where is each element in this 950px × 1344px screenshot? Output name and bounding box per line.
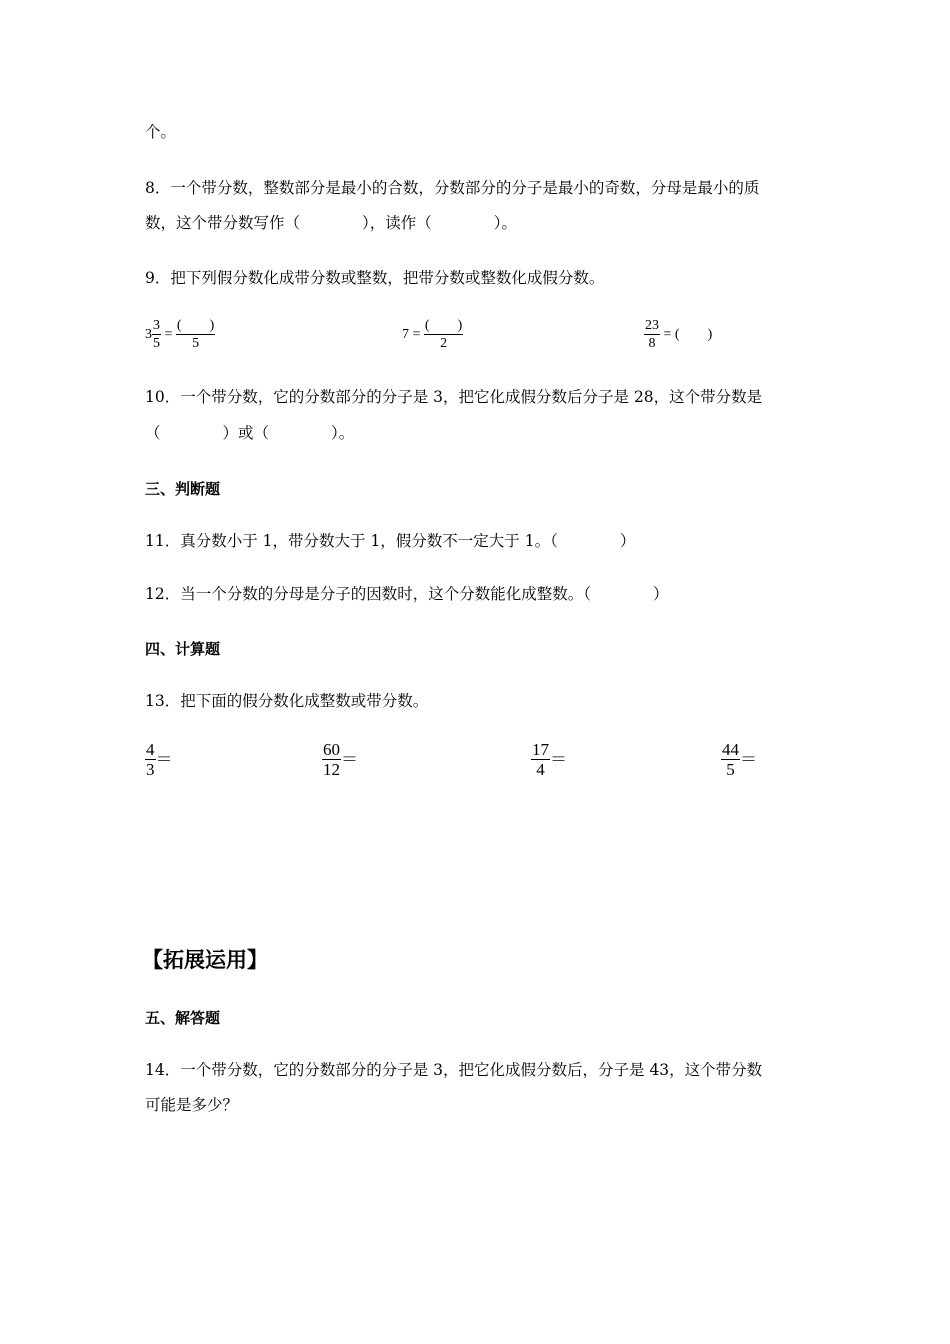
q13-fraction-3-denominator: 4: [536, 760, 545, 779]
q13-fraction-2: [322, 740, 358, 779]
q9-item-1-denominator: 5: [153, 336, 160, 351]
question-13-prompt: 13．把下面的假分数化成整数或带分数。: [145, 692, 429, 710]
question-14-line-2: 可能是多少？: [145, 1096, 239, 1114]
q9-item-1-whole: 3: [145, 327, 152, 342]
q9-item-1-result-denominator: 5: [192, 336, 200, 351]
q9-item-2-whole: 7: [402, 327, 409, 342]
q13-fraction-3-stack: [531, 740, 550, 779]
q13-fraction-4-stack: [721, 740, 740, 779]
q13-fraction-1-stack: [145, 740, 156, 779]
section-4-heading: 四、计算题: [145, 640, 221, 658]
q9-item-3-fraction: [644, 317, 660, 352]
q13-fraction-3-equals: ＝: [550, 750, 567, 769]
q13-fraction-1-equals: ＝: [155, 750, 173, 769]
q13-fraction-4-equals: ＝: [740, 750, 757, 769]
question-11: 11．真分数小于 1，带分数大于 1，假分数不一定大于 1。（ ）: [145, 532, 636, 550]
question-10-line-1: 10．一个带分数，它的分数部分的分子是 3，把它化成假分数后分子是 28，这个带分数是: [145, 388, 763, 406]
q9-item-3-answer-blank: ( ): [674, 327, 713, 342]
q9-item-2-result-numerator: ( ): [424, 318, 463, 333]
q13-fraction-2-numerator: 60: [323, 740, 340, 759]
q9-item-1-fraction: [152, 317, 161, 352]
q13-fraction-2-equals: ＝: [341, 750, 358, 769]
q9-item-1-result-fraction: [176, 317, 215, 352]
section-3-heading: 三、判断题: [145, 480, 221, 498]
q9-item-1-result-numerator: ( ): [176, 318, 215, 333]
question-12: 12．当一个分数的分母是分子的因数时，这个分数能化成整数。（ ）: [145, 585, 669, 603]
q9-item-2: [402, 317, 463, 352]
q9-item-3: [644, 317, 712, 352]
q13-fraction-2-denominator: 12: [323, 760, 340, 779]
q13-fraction-2-stack: [322, 740, 341, 779]
q13-fraction-1-denominator: 3: [146, 760, 155, 779]
q13-fraction-3: [531, 740, 567, 779]
q9-item-3-equals: =: [663, 327, 672, 342]
q9-item-3-denominator: 8: [648, 336, 656, 351]
q9-item-1-equals: =: [164, 327, 173, 342]
section-5-heading: 五、解答题: [145, 1009, 221, 1027]
q13-fraction-4: [721, 740, 757, 779]
question-14-line-1: 14．一个带分数，它的分数部分的分子是 3，把它化成假分数后，分子是 43，这个带分数: [145, 1061, 763, 1079]
q13-fraction-3-numerator: 17: [532, 740, 549, 759]
question-9-prompt: 9．把下列假分数化成带分数或整数，把带分数或整数化成假分数。: [145, 269, 605, 287]
extension-heading: 【拓展运用】: [142, 948, 268, 972]
q9-item-3-numerator: 23: [645, 318, 659, 333]
question-7-tail: 个。: [145, 123, 177, 141]
q13-fraction-4-numerator: 44: [722, 740, 739, 759]
q9-item-1: [145, 317, 215, 352]
q9-item-2-result-denominator: 2: [440, 336, 448, 351]
q13-fraction-4-denominator: 5: [726, 760, 735, 779]
q9-item-1-numerator: 3: [153, 318, 160, 333]
q9-item-2-result-fraction: [424, 317, 463, 352]
q13-fraction-1-numerator: 4: [146, 740, 155, 759]
question-8-line-2: 数，这个带分数写作（ ），读作（ ）。: [145, 214, 518, 232]
q13-fraction-1: [145, 740, 173, 779]
question-8-line-1: 8．一个带分数，整数部分是最小的合数，分数部分的分子是最小的奇数，分母是最小的质: [145, 179, 760, 197]
q9-item-2-equals: =: [412, 327, 421, 342]
question-10-line-2: （ ）或（ ）。: [145, 424, 355, 442]
